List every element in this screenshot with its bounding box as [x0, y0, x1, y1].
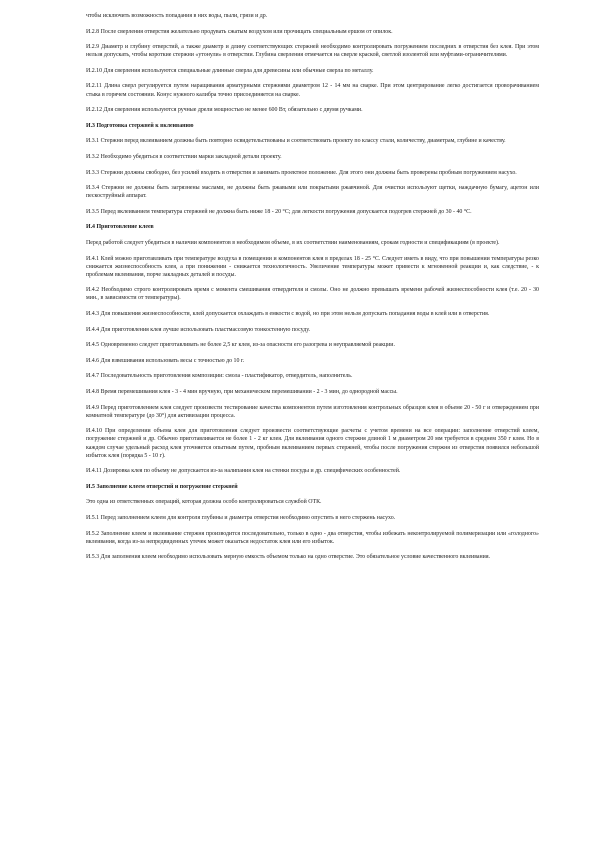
paragraph: И.4.10 При определении объема клея для приготовления следует произвести соответствующие расчеты с учетом времени на все операции: заполнение отверстий клеем, погружение стержней и др. Обычно приготавливается не более 1 - 2 кг клея. Для вклеивания одного стержня длиной 1 м диаметром 20 мм требуется в среднем 350 г клея. Но в каждом случае удельный расход клея уточняется опытным путем, пробным вклеиванием первых стержней, чтобы после погружения стержня из отверстия появился небольшой избыток клея (порядка 5 - 10 г).: [86, 428, 539, 459]
paragraph: И.2.11 Длина сверл регулируется путем наращивания арматурными стержнями диаметром 12 - 14 мм на сварке. При этом центрирование легко достигается проворачиванием стыка в горячем состоянии. Конус нужного калибра точно присоединяется на сварке.: [86, 83, 539, 98]
paragraph: И.3.3 Стержни должны свободно, без усилий входить в отверстия и занимать проектное положение. Для этого они должны быть проверены пробным погружением насухо.: [86, 169, 517, 176]
section-heading: И.5 Заполнение клеем отверстий и погружение стержней: [86, 483, 238, 490]
paragraph: И.4.3 Для повышения жизнеспособности, клей допускается охлаждать в емкости с водой, но при этом нельзя допускать попадания воды в клей или в отверстия.: [86, 311, 490, 318]
section-heading: И.4 Приготовление клеев: [86, 224, 154, 231]
paragraph: И.4.7 Последовательность приготовления композиции: смола - пластификатор, отвердитель, наполнитель.: [86, 373, 353, 380]
paragraph: И.3.2 Необходимо убедиться в соответствии марки закладной детали проекту.: [86, 153, 282, 160]
paragraph: И.4.9 Перед приготовлением клея следует произвести тестирование качества компонентов путем изготовления контрольных образцов клея в объеме 20 - 50 г и отверждением при комнатной температуре (до 30°) для активизации процесса.: [86, 404, 539, 419]
paragraph: И.4.1 Клей можно приготавливать при температуре воздуха в помещении и компонентов клея в пределах 18 - 25 °С. Следует иметь в виду, что при повышении температуры резко снижается жизнеспособность клея, а при понижении - снижается технологичность. Увеличение температуры может привести к мгновенной реакции и, как следствие, - к проблемам вклеивания, порче закладных деталей и посуды.: [86, 255, 539, 278]
paragraph: И.2.10 Для сверления используются специальные длинные сверла для древесины или обычные сверла по металлу.: [86, 67, 374, 74]
paragraph: И.4.4 Для приготовления клея лучше использовать пластмассовую тонкостенную посуду.: [86, 326, 311, 333]
paragraph: И.4.11 Дозировка клея по объему не допускается из-за налипания клея на стенки посуды и др. специфических особенностей.: [86, 468, 401, 475]
paragraph: И.2.9 Диаметр и глубину отверстий, а также диаметр и длину соответствующих стержней необходимо контролировать погружением последних в отверстия без клея. При этом нельзя допускать, чтобы короткие стержни «утонули» в отверстии. Глубина сверления отмечается на сверле краской, светлой изолентой или муфтами-ограничителями.: [86, 44, 539, 59]
paragraph: И.4.6 Для взвешивания использовать весы с точностью до 10 г.: [86, 357, 245, 364]
paragraph: И.2.12 Для сверления используются ручные дрели мощностью не менее 600 Вт, обязательно с двумя ручками.: [86, 107, 363, 114]
paragraph: И.5.3 Для заполнения клеем необходимо использовать мерную емкость объемом только на одно отверстие. Это обязательное условие качественного вклеивания.: [86, 554, 491, 561]
paragraph: И.4.5 Одновременно следует приготавливать не более 2,5 кг клея, из-за опасности его разогрева и неуправляемой реакции.: [86, 342, 395, 349]
paragraph: И.5.1 Перед заполнением клеем для контроля глубины и диаметра отверстия необходимо опустить в него стержень насухо.: [86, 514, 396, 521]
paragraph: И.2.8 После сверления отверстия желательно продувать сжатым воздухом или прочищать специальным ершом от опилок.: [86, 28, 393, 35]
paragraph: Перед работой следует убедиться в наличии компонентов в необходимом объеме, в их соответствии наименованиям, срокам годности и спецификациям (в проекте).: [86, 240, 500, 246]
paragraph: И.3.1 Стержни перед вклеиванием должны быть повторно освидетельствованы и соответствовать проекту по классу стали, количеству, диаметрам, глубине и качеству.: [86, 138, 506, 145]
paragraph: И.3.5 Перед вклеиванием температура стержней не должна быть ниже 18 - 20 °С; для легкости погружения допускается подогрев стержней до 30 - 40 °С.: [86, 208, 472, 215]
paragraph: Это одна из ответственных операций, которая должна особо контролироваться службой ОТК.: [86, 499, 322, 506]
section-heading: И.3 Подготовка стержней к вклеиванию: [86, 122, 194, 129]
paragraph: И.3.4 Стержни не должны быть загрязнены маслами, не должны быть ржавыми или покрытыми ржавчиной. Для очистки используют щетки, наждачную бумагу, ацетон или пескоструйный аппарат.: [86, 185, 539, 200]
paragraph: И.5.2 Заполнение клеем и вклеивание стержня производится последовательно, только в одно - два отверстия, чтобы избежать неконтролируемой полимеризации или «голодного» вклеивания, когда из-за непредвиденных утечек может оказаться недостаток клея или его избыток.: [86, 530, 539, 545]
paragraph: И.4.2 Необходимо строго контролировать время с момента смешивания отвердителя и смолы. Оно не должно превышать времени рабочей жизнеспособности клея (т.е. 20 - 30 мин., в зависимости от температуры).: [86, 287, 539, 302]
paragraph: И.4.8 Время перемешивания клея - 3 - 4 мин вручную, при механическом перемешивании - 2 - 3 мин, до однородной массы.: [86, 389, 398, 396]
paragraph: чтобы исключить возможность попадания в них воды, пыли, грязи и др.: [86, 13, 268, 19]
